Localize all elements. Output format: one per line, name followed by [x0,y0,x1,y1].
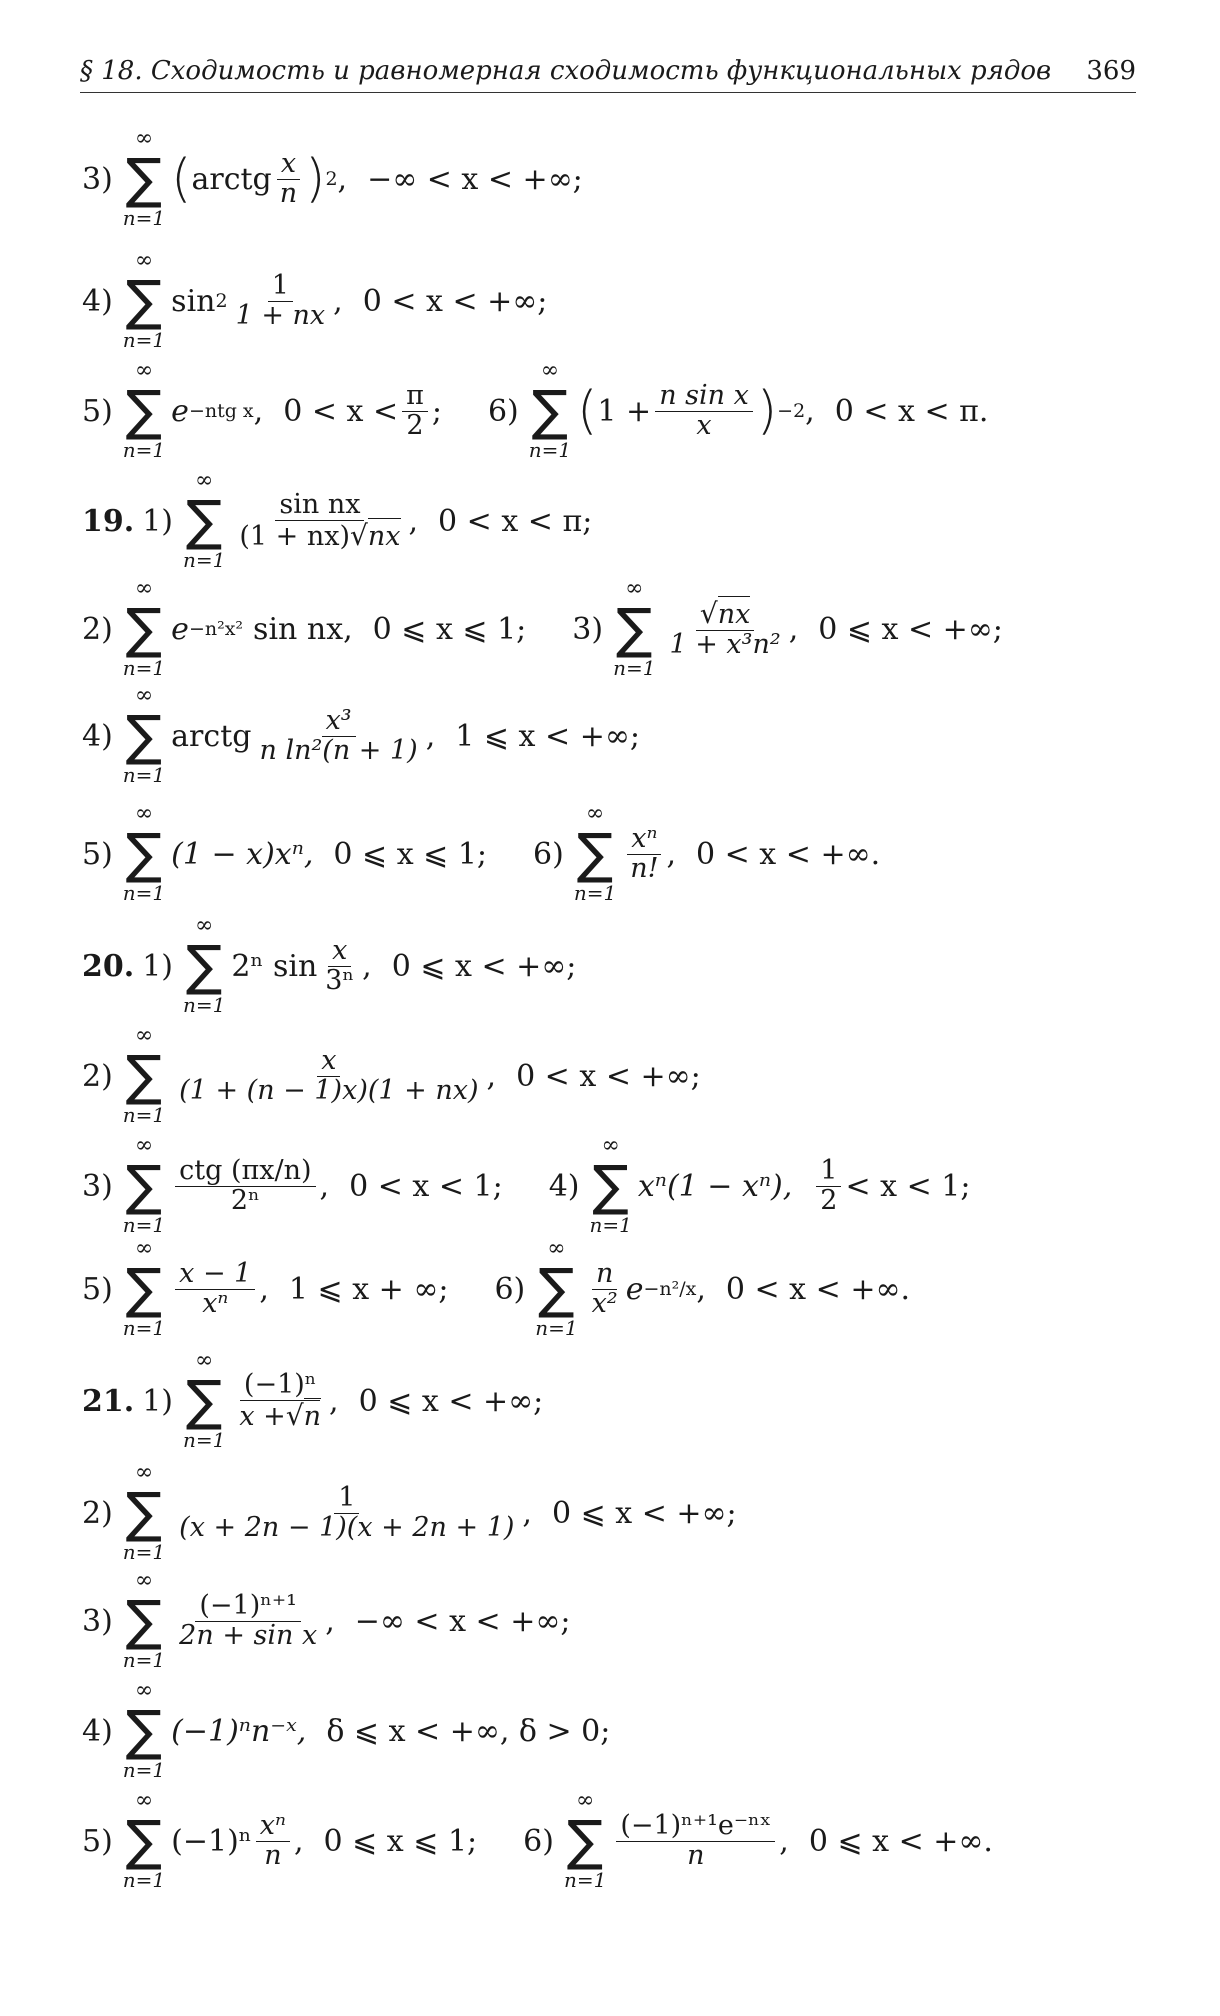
formula-row: 3) ∞ ∑ n=1 $\frac{\text{ctg (πx/n)}}{\text{2ⁿ}}$ , 0 < x < 1; 4) ∞ ∑ n=1 xⁿ(1 − xⁿ), $\frac{1}{2}$ < x < 1; [82,1133,971,1237]
domain: −∞ < x < +∞; [354,1603,571,1639]
formula-row: 4) ∞ ∑ n=1 arctg $\frac{\text{x³}}{\text{n ln²(n + 1)}}$ , 1 ⩽ x < +∞; [82,683,640,787]
page-number: 369 [1086,56,1136,86]
summation: ∞ ∑ n=1 [183,1348,226,1452]
summation: ∞ ∑ n=1 [573,801,617,905]
item-label: 4) [82,1713,113,1749]
summation: ∞ ∑ n=1 [122,126,166,230]
item-label: 6) [494,1271,526,1307]
function-name: arctg [171,718,252,754]
formula-row: 21. 1) ∞ ∑ n=1 $\frac{\text{(−1)ⁿ}}{x +√n}$ , 0 ⩽ x < +∞; [82,1348,544,1452]
domain: δ ⩽ x < +∞, δ > 0; [326,1713,611,1749]
summation: ∞ ∑ n=1 [183,913,226,1017]
domain: 0 ⩽ x < +∞. [808,1823,993,1859]
domain: 0 < x < 1; [349,1168,503,1204]
domain: 1 ⩽ x < +∞; [455,718,640,754]
item-label: 6) [533,836,564,872]
summation: ∞ ∑ n=1 [122,801,166,905]
formula-row: 5) ∞ ∑ n=1 e −ntg x , 0 < x < $\frac{\pi}{2}$ ; 6) ∞ ∑ n=1 ( 1 + $\frac{\text{n sin x}}{x}$ ) −2 , 0 < x < π. [82,358,989,462]
summation: ∞ ∑ n=1 [122,248,166,352]
item-label: 1) [142,948,173,984]
fraction: $\frac{\text{(−1)ⁿ}}{x +√n}$ [239,1369,322,1432]
item-label: 3) [82,1603,113,1639]
fraction: $\frac{1}{1 + nx}$ [235,270,326,331]
formula-row: 5) ∞ ∑ n=1 (−1)ⁿ $\frac{\text{xⁿ}}{n}$ , 0 ⩽ x ⩽ 1; 6) ∞ ∑ n=1 $\frac{\text{(−1)ⁿ⁺¹e⁻ⁿˣ}}{n}$ , 0 ⩽ x < +∞. [82,1788,993,1892]
domain: 0 < x < +∞. [725,1271,910,1307]
fraction: $\frac{x}{n}$ [276,150,301,208]
item-label: 4) [548,1168,580,1204]
item-label: 3) [82,161,113,197]
domain: 0 < x < [283,393,399,429]
summation: ∞ ∑ n=1 [122,1678,166,1782]
formula-row: 5) ∞ ∑ n=1 (1 − x)xⁿ, 0 ⩽ x ⩽ 1; 6) ∞ ∑ n=1 $\frac{\text{xⁿ}}{n!}$ , 0 < x < +∞. [82,801,881,905]
fraction: $\frac{\text{n sin x}}{x}$ [655,382,753,440]
fraction: $\frac{\text{xⁿ}}{n}$ [256,1812,290,1870]
summation: ∞ ∑ n=1 [122,1133,166,1237]
problem-number: 21. [82,1383,135,1419]
summation: ∞ ∑ n=1 [535,1236,578,1340]
formula-row: 5) ∞ ∑ n=1 $\frac{x - 1}{\text{xⁿ}}$ , 1 ⩽ x + ∞; 6) ∞ ∑ n=1 $\frac{n}{\text{x²}}$ e −n²/x , 0 < x < +∞. [82,1236,910,1340]
item-label: 1) [142,503,173,539]
item-label: 3) [82,1168,113,1204]
item-label: 5) [82,1271,113,1307]
summation: ∞ ∑ n=1 [122,1568,166,1672]
fraction: $\frac{n}{\text{x²}}$ [591,1258,618,1319]
domain: 0 ⩽ x < +∞; [551,1495,737,1531]
domain: 0 < x < +∞; [516,1058,701,1094]
item-label: 4) [82,718,113,754]
fraction: $\frac{\text{ctg (πx/n)}}{\text{2ⁿ}}$ [175,1157,315,1215]
header-title: § 18. Сходимость и равномерная сходимость функциональных рядов [80,56,1052,86]
domain: 0 < x < +∞; [362,283,548,319]
summation: ∞ ∑ n=1 [122,1236,166,1340]
fraction: $\frac{x - 1}{\text{xⁿ}}$ [175,1260,255,1318]
summation: ∞ ∑ n=1 [122,576,166,680]
domain: 0 < x < π. [834,393,989,429]
domain: 0 ⩽ x < +∞; [818,611,1003,647]
fraction: $\frac{√nx}{\text{1 + x³n²}}$ [669,597,781,660]
fraction: $\frac{x}{(1 + (n - 1)x)(1 + nx)}$ [179,1045,479,1106]
item-label: 5) [82,393,113,429]
summation: ∞ ∑ n=1 [122,683,166,787]
running-header [80,56,1136,93]
item-label: 6) [523,1823,554,1859]
domain: 0 < x < +∞. [696,836,881,872]
formula-row: 20. 1) ∞ ∑ n=1 2ⁿ sin $\frac{x}{\text{3ⁿ}}$ , 0 ⩽ x < +∞; [82,913,577,1017]
domain: 0 ⩽ x < +∞; [358,1383,544,1419]
domain: 0 ⩽ x ⩽ 1; [372,611,527,647]
item-label: 6) [487,393,519,429]
fraction: $\frac{1}{(x + 2n - 1)(x + 2n + 1)}$ [179,1482,515,1543]
item-label: 2) [82,1058,113,1094]
formula-row: 4) ∞ ∑ n=1 (−1)ⁿn⁻ˣ, δ ⩽ x < +∞, δ > 0; [82,1678,611,1782]
exponent: 2 [325,168,338,190]
domain: 0 ⩽ x ⩽ 1; [333,836,488,872]
summation: ∞ ∑ n=1 [528,358,572,462]
fraction: $\frac{\pi}{2}$ [402,382,428,440]
fraction: $\frac{1}{2}$ [816,1157,841,1215]
function-name: sin [171,283,216,319]
domain: 0 ⩽ x < +∞; [391,948,577,984]
formula-row: 2) ∞ ∑ n=1 $\frac{1}{(x + 2n - 1)(x + 2n + 1)}$ , 0 ⩽ x < +∞; [82,1460,737,1564]
formula-row: 3) ∞ ∑ n=1 $\frac{\text{(−1)ⁿ⁺¹}}{\text{2n + sin x}}$ , −∞ < x < +∞; [82,1568,571,1672]
fraction: $\frac{\text{sin nx}}{(1 + nx)√nx}$ [239,489,401,552]
item-label: 5) [82,836,113,872]
item-label: 4) [82,283,113,319]
formula-row: 19. 1) ∞ ∑ n=1 $\frac{\text{sin nx}}{(1 + nx)√nx}$ , 0 < x < π; [82,468,593,572]
domain: 0 < x < π; [438,503,593,539]
fraction: $\frac{x}{\text{3ⁿ}}$ [325,935,355,996]
domain: −∞ < x < +∞; [367,161,583,197]
problem-number: 19. [82,503,135,539]
domain: < x < 1; [845,1168,971,1204]
item-label: 1) [142,1383,173,1419]
item-label: 5) [82,1823,113,1859]
summation: ∞ ∑ n=1 [122,1788,166,1892]
formula-row: 2) ∞ ∑ n=1 $\frac{x}{(1 + (n - 1)x)(1 + nx)}$ , 0 < x < +∞; [82,1023,701,1127]
summation: ∞ ∑ n=1 [122,1460,166,1564]
domain: 0 ⩽ x ⩽ 1; [323,1823,478,1859]
summation: ∞ ∑ n=1 [122,1023,166,1127]
formula-row: 3) ∞ ∑ n=1 ( arctg $\frac{x}{n}$ ) 2 , −∞ < x < +∞; [82,126,583,230]
function-name: arctg [191,161,272,197]
fraction: $\frac{\text{xⁿ}}{n!}$ [626,825,662,883]
summation: ∞ ∑ n=1 [122,358,166,462]
item-label: 2) [82,611,113,647]
problem-number: 20. [82,948,135,984]
fraction: $\frac{\text{(−1)ⁿ⁺¹}}{\text{2n + sin x}}$ [179,1590,318,1651]
summation: ∞ ∑ n=1 [183,468,226,572]
formula-row: 4) ∞ ∑ n=1 sin 2 $\frac{1}{1 + nx}$ , 0 < x < +∞; [82,248,548,352]
item-label: 2) [82,1495,113,1531]
summation: ∞ ∑ n=1 [589,1133,632,1237]
summation: ∞ ∑ n=1 [613,576,656,680]
formula-row: 2) ∞ ∑ n=1 e −n²x² sin nx, 0 ⩽ x ⩽ 1; 3) ∞ ∑ n=1 $\frac{√nx}{\text{1 + x³n²}}$ , 0 ⩽ x < +∞; [82,576,1003,680]
fraction: $\frac{\text{x³}}{\text{n ln²(n + 1)}}$ [259,705,418,766]
summation: ∞ ∑ n=1 [563,1788,607,1892]
fraction: $\frac{\text{(−1)ⁿ⁺¹e⁻ⁿˣ}}{n}$ [616,1812,775,1870]
item-label: 3) [572,611,604,647]
domain: 1 ⩽ x + ∞; [288,1271,449,1307]
